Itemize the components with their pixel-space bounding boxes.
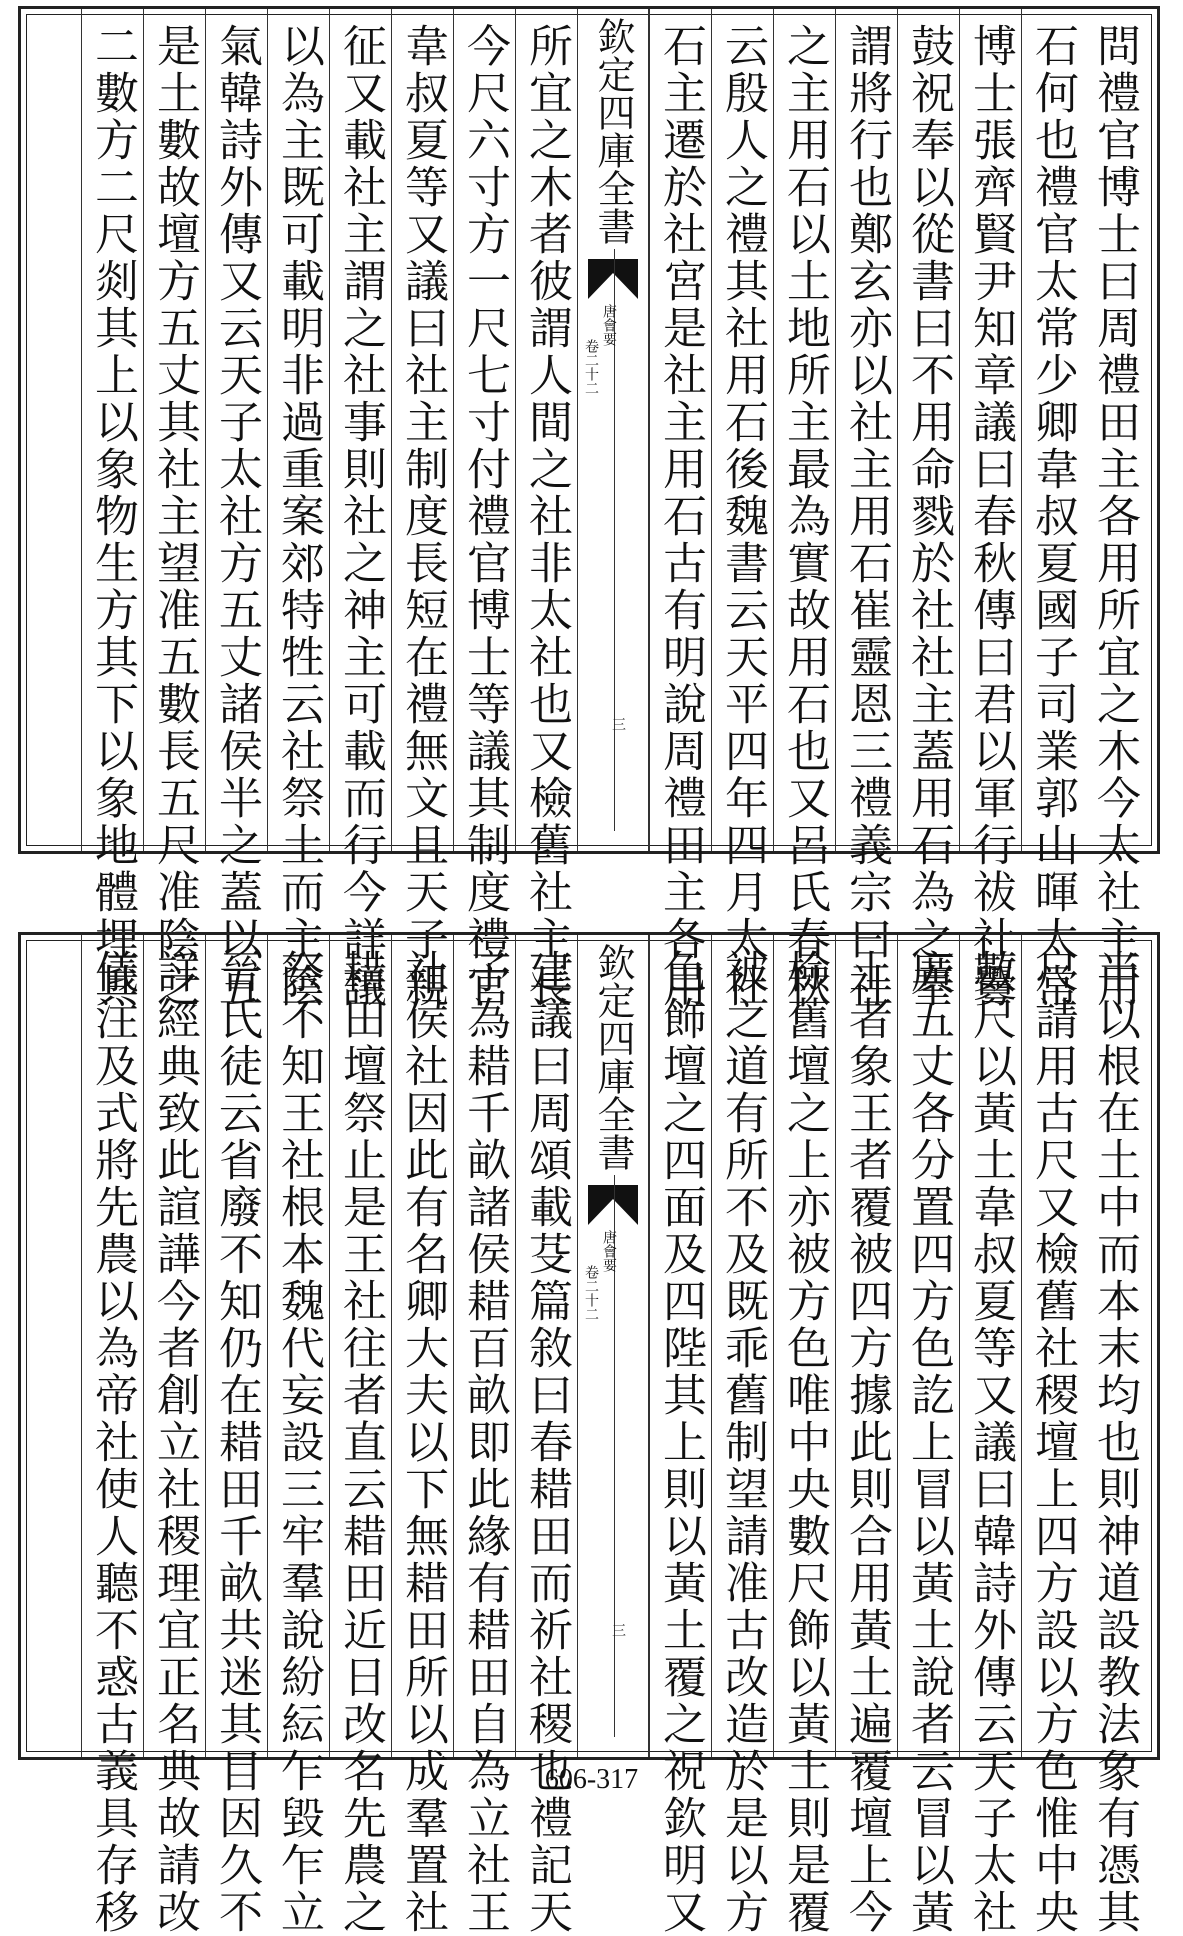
library-title: 欽定四庫全書 xyxy=(591,943,635,1171)
column-text: 今尺六寸方一尺七寸付禮官博士等議其制度禮官 xyxy=(459,23,510,1010)
column-text: 數尺以黃土韋叔夏等又議曰韓詩外傳云天子太社 xyxy=(965,949,1016,1936)
top-text-column xyxy=(391,9,453,1010)
column-text: 之主用石以土地所主最為實故用石也又呂氏春秋 xyxy=(779,23,830,1010)
column-text: 是土數故壇方五丈其社主望准五數長五尺准陰之 xyxy=(149,23,200,1010)
column-text: 土者象王者覆被四方據此則合用黃土遍覆壇上今 xyxy=(841,949,892,1936)
column-text: 征又載社主謂之社事則社之神主可載而行今詳議 xyxy=(335,23,386,1010)
upper-text-columns xyxy=(21,9,1157,1010)
leaf-number: 三 xyxy=(610,1623,626,1637)
top-text-column xyxy=(1021,9,1083,1010)
book-title: 唐會要 xyxy=(601,1230,617,1272)
bottom-text-column xyxy=(267,935,329,1936)
column-text: 晉氏徒云省廢不知仍在耤田千畝共迷其目因久不 xyxy=(211,949,262,1936)
top-text-column xyxy=(329,9,391,1010)
top-text-column xyxy=(267,9,329,1010)
bottom-text-column xyxy=(711,935,773,1936)
bottom-text-column xyxy=(515,935,577,1936)
top-text-column xyxy=(711,9,773,1010)
column-text: 被之道有所不及既乖舊制望請准古改造於是以方 xyxy=(717,949,768,1936)
column-text: 二數方二尺剡其上以象物生方其下以象地體埋其 xyxy=(87,23,138,1010)
top-text-column xyxy=(1083,9,1145,1010)
bottom-text-column xyxy=(329,935,391,1936)
top-text-column xyxy=(649,9,711,1010)
column-text: 氣韓詩外傳又云天子太社方五丈諸侯半之蓋以五 xyxy=(211,23,262,1010)
column-text: 建議曰周頌載芟篇敘曰春耤田而祈社稷也禮記天 xyxy=(521,949,572,1936)
column-text: 儀注及式將先農以為帝社使人聽不惑古義具存移 xyxy=(87,949,138,1936)
fish-tail-mark-icon xyxy=(588,259,638,299)
center-fold-column xyxy=(577,935,649,1757)
column-text: 廣五丈各分置四方色訖上冒以黃土說者云冒以黃 xyxy=(903,949,954,1936)
column-text: 問禮官博士曰周禮田主各用所宜之木今太社主用 xyxy=(1089,23,1140,1010)
bottom-text-column xyxy=(453,935,515,1936)
bottom-text-column xyxy=(391,935,453,1936)
column-text: 檢舊壇之上亦被方色唯中央數尺飾以黃土則是覆 xyxy=(779,949,830,1936)
bottom-text-column xyxy=(205,935,267,1936)
top-text-column xyxy=(453,9,515,1010)
column-text: 祭不知王社根本魏代妄設三牢羣說紛紜乍毀乍立 xyxy=(273,949,324,1936)
top-text-column xyxy=(143,9,205,1010)
column-text: 半以根在土中而本末均也則神道設教法象有憑其 xyxy=(1089,949,1140,1936)
volume-label: 卷二十二 xyxy=(583,339,599,395)
bottom-text-column xyxy=(81,935,143,1936)
center-fold-column xyxy=(577,9,649,851)
column-text: 鼓祝奉以從書曰不用命戮於社社主蓋用石為之奉 xyxy=(903,23,954,1010)
bottom-text-column xyxy=(835,935,897,1936)
bottom-text-column xyxy=(773,935,835,1936)
column-text: 韋叔夏等又議曰社主制度長短在禮無文且天子親 xyxy=(397,23,448,1010)
column-text: 耤田壇祭止是王社往者直云耤田近日改名先農之 xyxy=(335,949,386,1936)
bottom-text-column xyxy=(1083,935,1145,1936)
volume-label: 卷二十二 xyxy=(583,1265,599,1321)
top-text-column xyxy=(81,9,143,1010)
upper-page xyxy=(18,6,1160,1010)
column-text: 色飾壇之四面及四陛其上則以黃土覆之祝欽明又 xyxy=(655,949,706,1936)
column-text: 尺請用古尺又檢舊社稷壇上四方設以方色惟中央 xyxy=(1027,949,1078,1936)
leaf-number: 三 xyxy=(610,717,626,731)
bottom-text-column xyxy=(143,935,205,1936)
column-text: 子為耤千畝諸侯耤百畝即此緣有耤田自為立社王 xyxy=(459,949,510,1936)
column-text: 詳經典致此諠譁今者創立社稷理宜正名典故請改 xyxy=(149,949,200,1936)
bottom-text-column xyxy=(897,935,959,1936)
column-text: 石主遷於社宮是社主用石古有明說周禮田主各用 xyxy=(655,23,706,1010)
fish-tail-mark-icon xyxy=(588,1185,638,1225)
top-text-column xyxy=(205,9,267,1010)
bottom-text-column xyxy=(649,935,711,1936)
bottom-text-column xyxy=(959,935,1021,1936)
top-text-column xyxy=(897,9,959,1010)
column-text: 以為主既可載明非過重案郊特牲云社祭土而主陰 xyxy=(273,23,324,1010)
column-text: 博士張齊賢尹知章議曰春秋傳曰君以軍行祓社釁 xyxy=(965,23,1016,1010)
column-text: 石何也禮官太常少卿韋叔夏國子司業郭山暉太常 xyxy=(1027,23,1078,1010)
top-text-column xyxy=(959,9,1021,1010)
library-title: 欽定四庫全書 xyxy=(591,17,635,245)
book-title: 唐會要 xyxy=(601,304,617,346)
column-text: 云殷人之禮其社用石後魏書云天平四年四月太社 xyxy=(717,23,768,1010)
folio-number: 606-317 xyxy=(544,1764,639,1795)
bottom-text-column xyxy=(1021,935,1083,1936)
top-text-column xyxy=(773,9,835,1010)
column-text: 謂將行也鄭玄亦以社主用石崔靈恩三禮義宗曰社 xyxy=(841,23,892,1010)
column-text: 所宜之木者彼謂人間之社非太社也又檢舊社主長 xyxy=(521,23,572,1010)
column-text: 社侯社因此有名卿大夫以下無耤田所以成羣置社 xyxy=(397,949,448,1936)
top-text-column xyxy=(515,9,577,1010)
top-text-column xyxy=(835,9,897,1010)
